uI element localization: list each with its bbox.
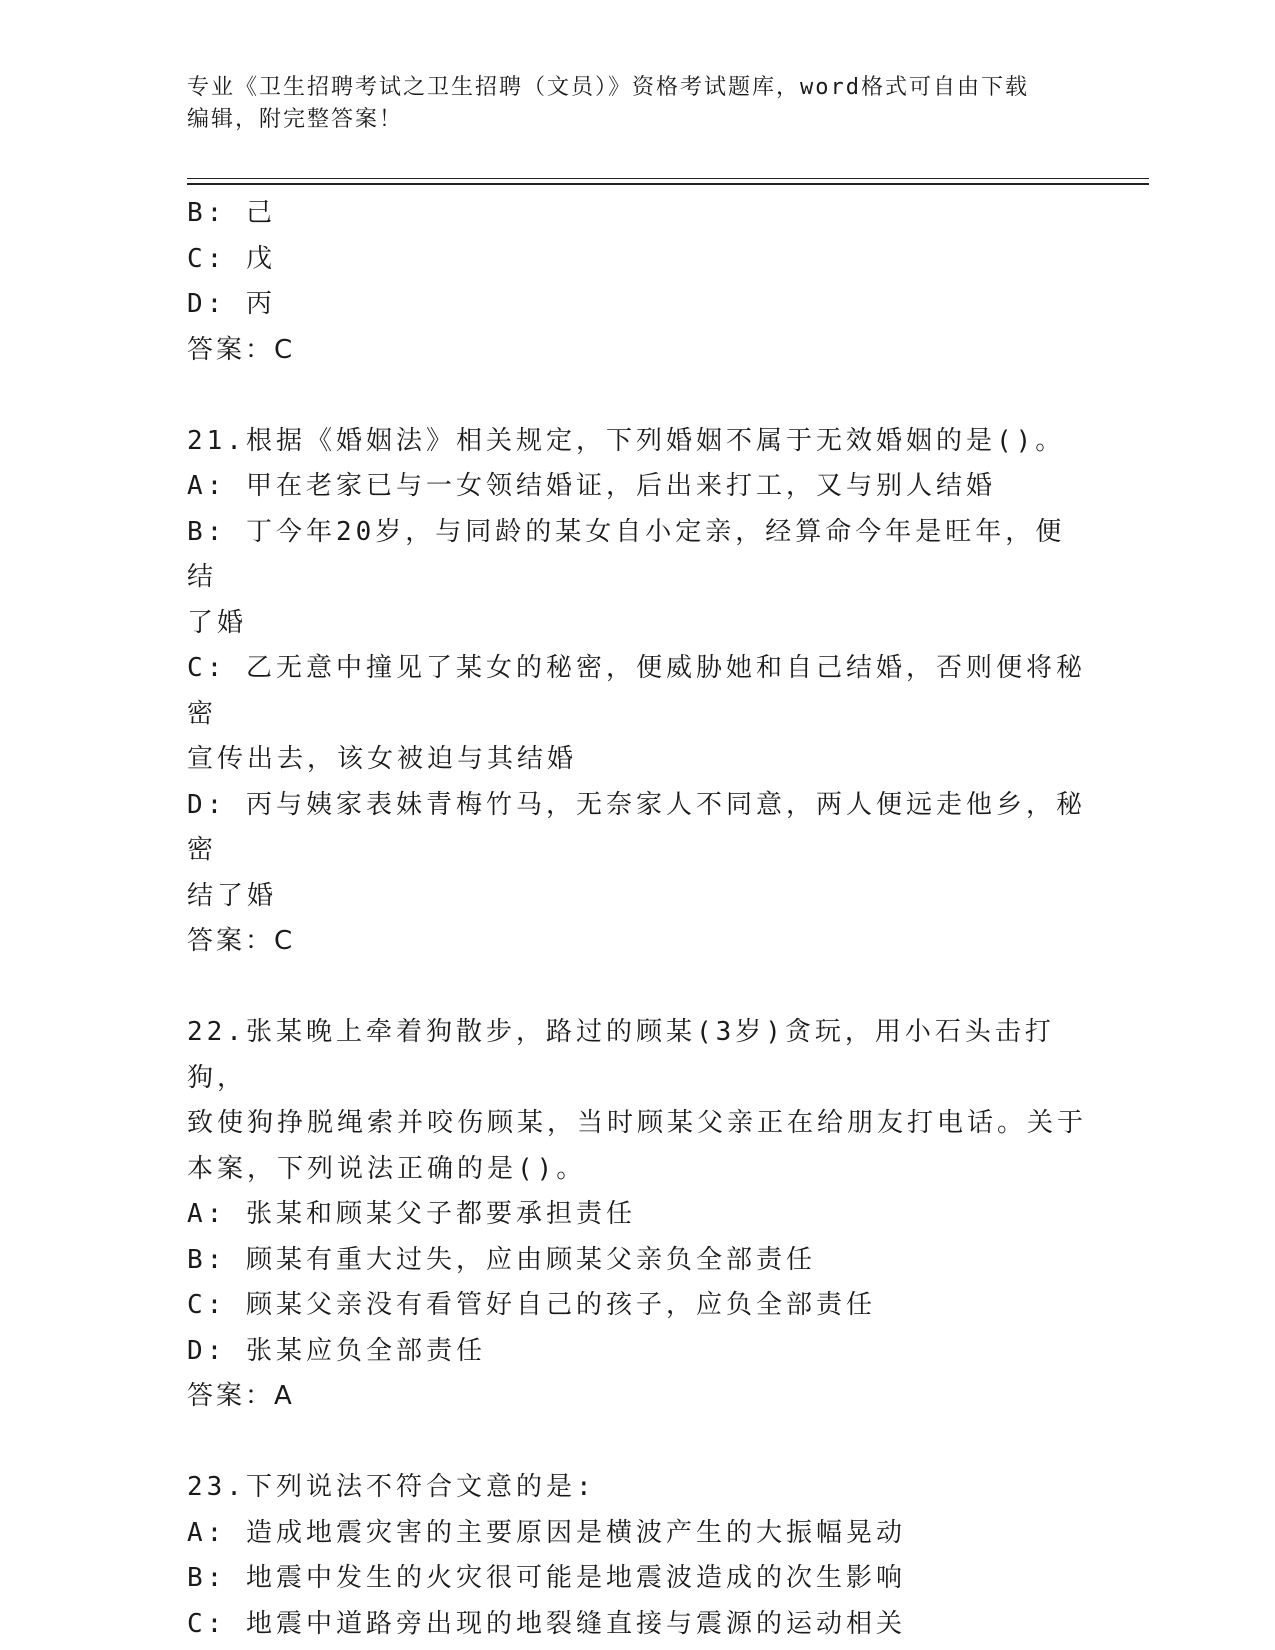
answer: 答案：A xyxy=(187,1381,295,1411)
answer: 答案：C xyxy=(187,334,296,365)
header-divider-thick xyxy=(187,183,1149,185)
question-stem-continued: 本案，下列说法正确的是()。 xyxy=(187,1153,587,1184)
option-c-continued: 宣传出去，该女被迫与其结婚 xyxy=(187,744,578,774)
question-21 xyxy=(187,419,1087,965)
option-c: C: 顾某父亲没有看管好自己的孩子，应负全部责任 xyxy=(187,1290,876,1320)
option-d: D: 张某应负全部责任 xyxy=(187,1335,486,1366)
answer: 答案：C xyxy=(187,926,296,956)
option-b: B: 丁今年20岁，与同龄的某女自小定亲，经算命今年是旺年，便结 xyxy=(187,516,1066,592)
header-line-1: 专业《卫生招聘考试之卫生招聘（文员）》资格考试题库，word格式可自由下载 xyxy=(187,75,1029,100)
header-line-2: 编辑，附完整答案！ xyxy=(187,107,404,132)
spacer xyxy=(187,1420,1087,1466)
option-c: C: 戊 xyxy=(187,243,276,274)
question-content xyxy=(187,191,1087,1647)
option-c: C: 乙无意中撞见了某女的秘密，便威胁她和自己结婚，否则便将秘密 xyxy=(187,653,1086,729)
option-a: A: 甲在老家已与一女领结婚证，后出来打工，又与别人结婚 xyxy=(187,471,996,501)
option-c: C: 地震中道路旁出现的地裂缝直接与震源的运动相关 xyxy=(187,1608,906,1639)
option-b: B: 顾某有重大过失，应由顾某父亲负全部责任 xyxy=(187,1244,816,1275)
spacer xyxy=(187,373,1087,419)
option-b: B: 己 xyxy=(187,198,276,228)
question-stem-continued: 致使狗挣脱绳索并咬伤顾某，当时顾某父亲正在给朋友打电话。关于 xyxy=(187,1108,1088,1138)
option-b: B: 地震中发生的火灾很可能是地震波造成的次生影响 xyxy=(187,1563,906,1593)
question-stem: 22.张某晚上牵着狗散步，路过的顾某(3岁)贪玩，用小石头击打狗， xyxy=(187,1017,1055,1093)
option-d: D: 丙与姨家表妹青梅竹马，无奈家人不同意，两人便远走他乡，秘密 xyxy=(187,789,1086,865)
question-stem: 21.根据《婚姻法》相关规定，下列婚姻不属于无效婚姻的是()。 xyxy=(187,425,1066,456)
option-d-continued: 结了婚 xyxy=(187,880,278,911)
spacer xyxy=(187,965,1087,1011)
option-a: A: 张某和顾某父子都要承担责任 xyxy=(187,1199,636,1229)
option-d: D: 丙 xyxy=(187,289,276,319)
option-a: A: 造成地震灾害的主要原因是横波产生的大振幅晃动 xyxy=(187,1517,906,1548)
option-b-continued: 了婚 xyxy=(187,607,248,638)
question-stem: 23.下列说法不符合文意的是: xyxy=(187,1472,596,1502)
question-22 xyxy=(187,1010,1087,1420)
question-23 xyxy=(187,1465,1087,1647)
previous-question-tail xyxy=(187,191,1087,373)
header-divider-thin xyxy=(187,178,1149,179)
document-header xyxy=(187,72,1087,136)
